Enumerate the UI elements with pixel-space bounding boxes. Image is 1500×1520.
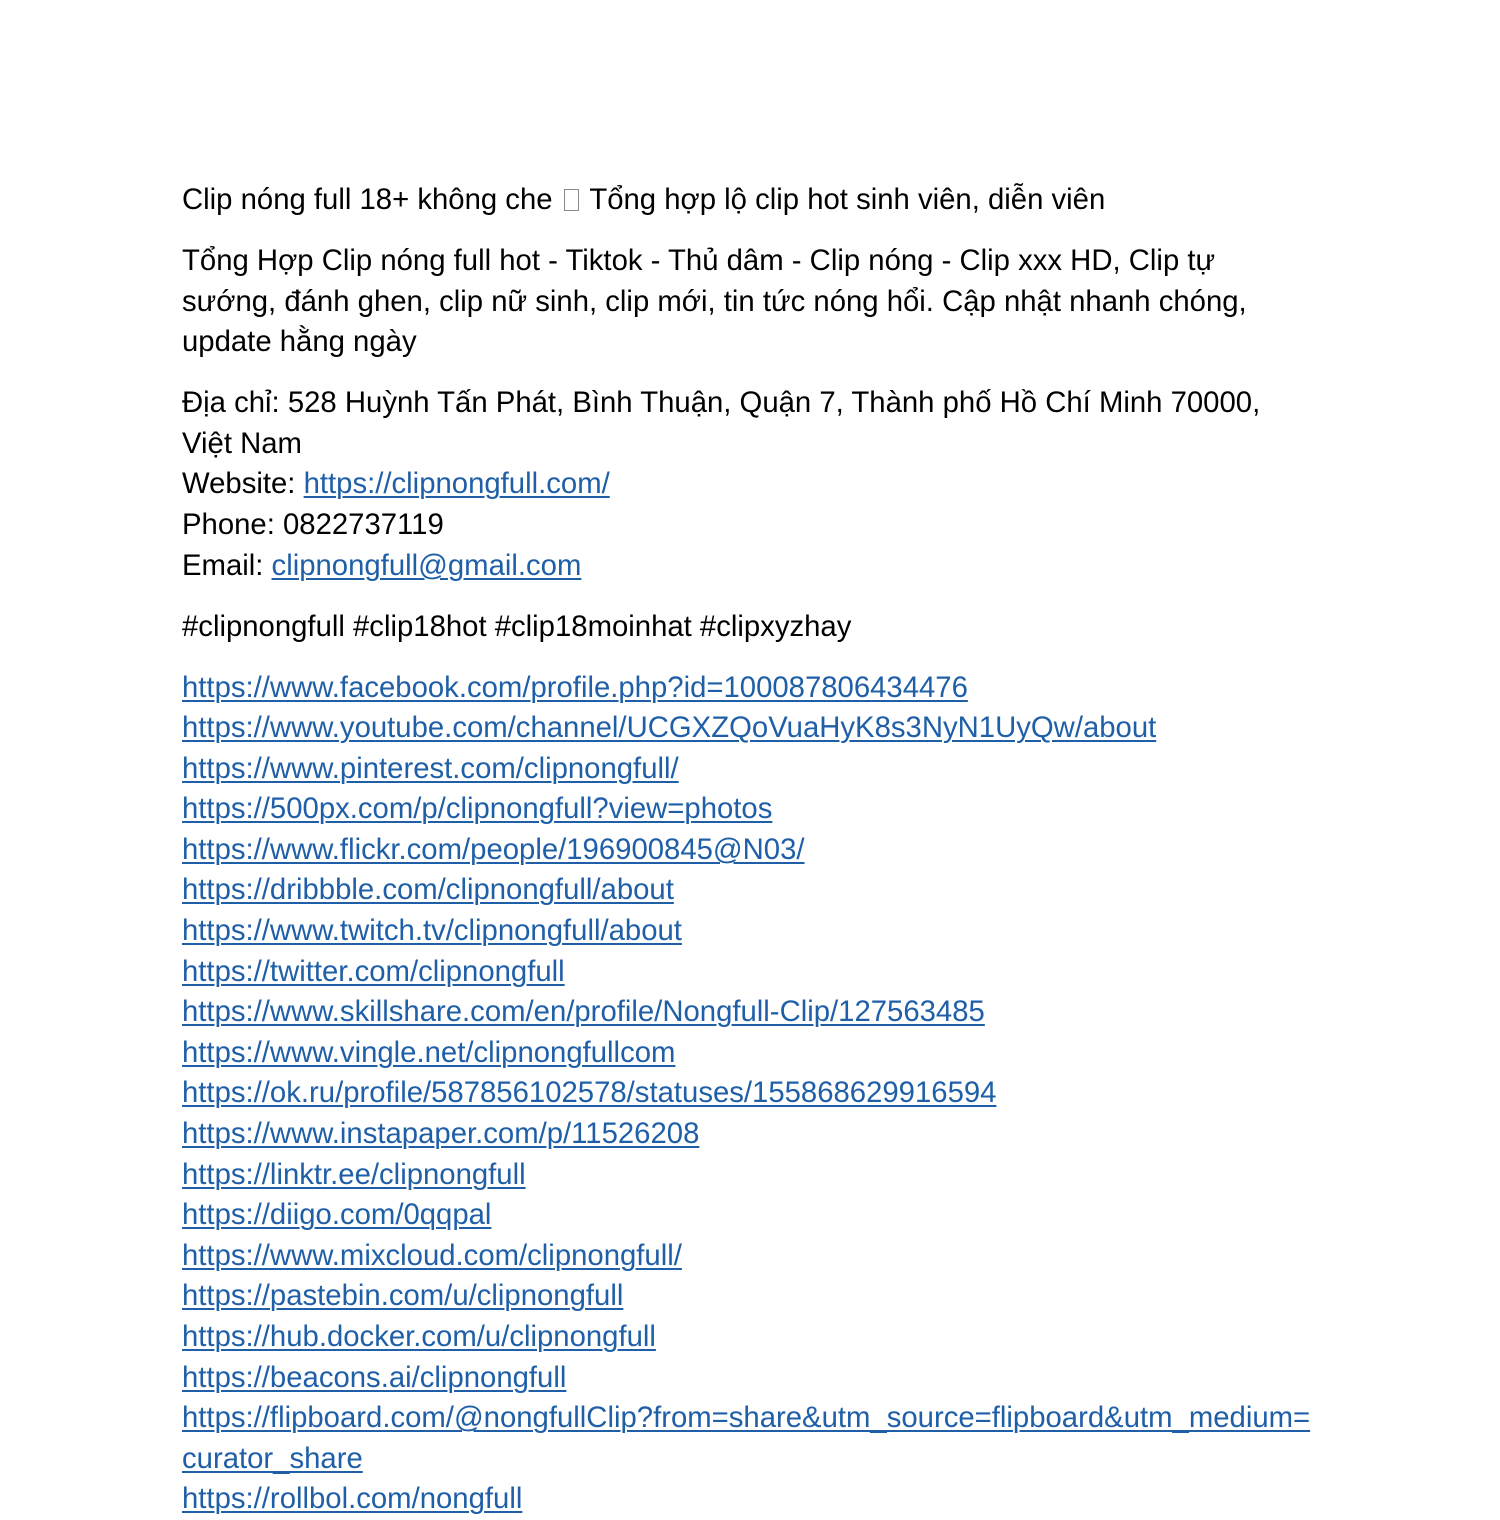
- website-label: Website:: [182, 467, 296, 501]
- profile-link[interactable]: https://pastebin.com/u/clipnongfull: [182, 1279, 624, 1313]
- title-start: Clip nóng full 18+ không che: [182, 183, 553, 216]
- profile-link[interactable]: https://www.twitch.tv/clipnongfull/about: [182, 914, 682, 948]
- profile-link[interactable]: https://www.facebook.com/profile.php?id=100087806434476: [182, 670, 968, 704]
- profile-link[interactable]: https://www.skillshare.com/en/profile/Nongfull-Clip/127563485: [182, 995, 985, 1029]
- profile-link[interactable]: https://diigo.com/0qqpal: [182, 1198, 492, 1232]
- address: 528 Huỳnh Tấn Phát, Bình Thuận, Quận 7, Thành phố Hồ Chí Minh 70000, Việt Nam: [182, 386, 1261, 460]
- profile-link[interactable]: https://ok.ru/profile/587856102578/statuses/155868629916594: [182, 1076, 997, 1110]
- profile-link[interactable]: https://flipboard.com/@nongfullClip?from=share&utm_source=flipboard&utm_medium=curator_share: [182, 1401, 1311, 1475]
- description: Tổng Hợp Clip nóng full hot - Tiktok - Thủ dâm - Clip nóng - Clip xxx HD, Clip tự sướng, đánh ghen, clip nữ sinh, clip mới, tin tức nóng hổi. Cập nhật nhanh chóng, update hằng ngày: [182, 243, 1247, 359]
- profile-link[interactable]: https://www.mixcloud.com/clipnongfull/: [182, 1238, 682, 1272]
- website-link[interactable]: https://clipnongfull.com/: [303, 467, 610, 501]
- phone: 0822737119: [283, 507, 444, 541]
- email-link[interactable]: clipnongfull@gmail.com: [271, 548, 582, 582]
- missing-glyph-icon: [564, 189, 579, 211]
- profile-link[interactable]: https://www.pinterest.com/clipnongfull/: [182, 751, 679, 785]
- profile-link[interactable]: https://www.vingle.net/clipnongfullcom: [182, 1035, 676, 1069]
- contact-block: [182, 383, 1317, 586]
- profile-link[interactable]: https://twitter.com/clipnongfull: [182, 954, 565, 988]
- phone-label: Phone:: [182, 507, 275, 541]
- document-page: [182, 180, 1317, 1520]
- profile-link[interactable]: https://rollbol.com/nongfull: [182, 1482, 523, 1516]
- link-list: [182, 668, 1317, 1520]
- hashtags: #clipnongfull #clip18hot #clip18moinhat #clipxyzhay: [182, 609, 852, 643]
- profile-link[interactable]: https://500px.com/p/clipnongfull?view=photos: [182, 792, 773, 826]
- profile-link[interactable]: https://www.youtube.com/channel/UCGXZQoVuaHyK8s3NyN1UyQw/about: [182, 711, 1157, 745]
- profile-link[interactable]: https://www.flickr.com/people/196900845@N03/: [182, 832, 805, 866]
- profile-link[interactable]: https://linktr.ee/clipnongfull: [182, 1157, 526, 1191]
- address-label: Địa chỉ:: [182, 386, 280, 420]
- profile-link[interactable]: https://dribbble.com/clipnongfull/about: [182, 873, 674, 907]
- profile-link[interactable]: https://hub.docker.com/u/clipnongfull: [182, 1320, 656, 1353]
- profile-link[interactable]: https://www.instapaper.com/p/11526208: [182, 1117, 700, 1151]
- profile-link[interactable]: https://beacons.ai/clipnongfull: [182, 1360, 567, 1394]
- title-end: Tổng hợp lộ clip hot sinh viên, diễn viên: [589, 183, 1106, 216]
- document-title: [182, 180, 1317, 221]
- email-label: Email:: [182, 548, 264, 582]
